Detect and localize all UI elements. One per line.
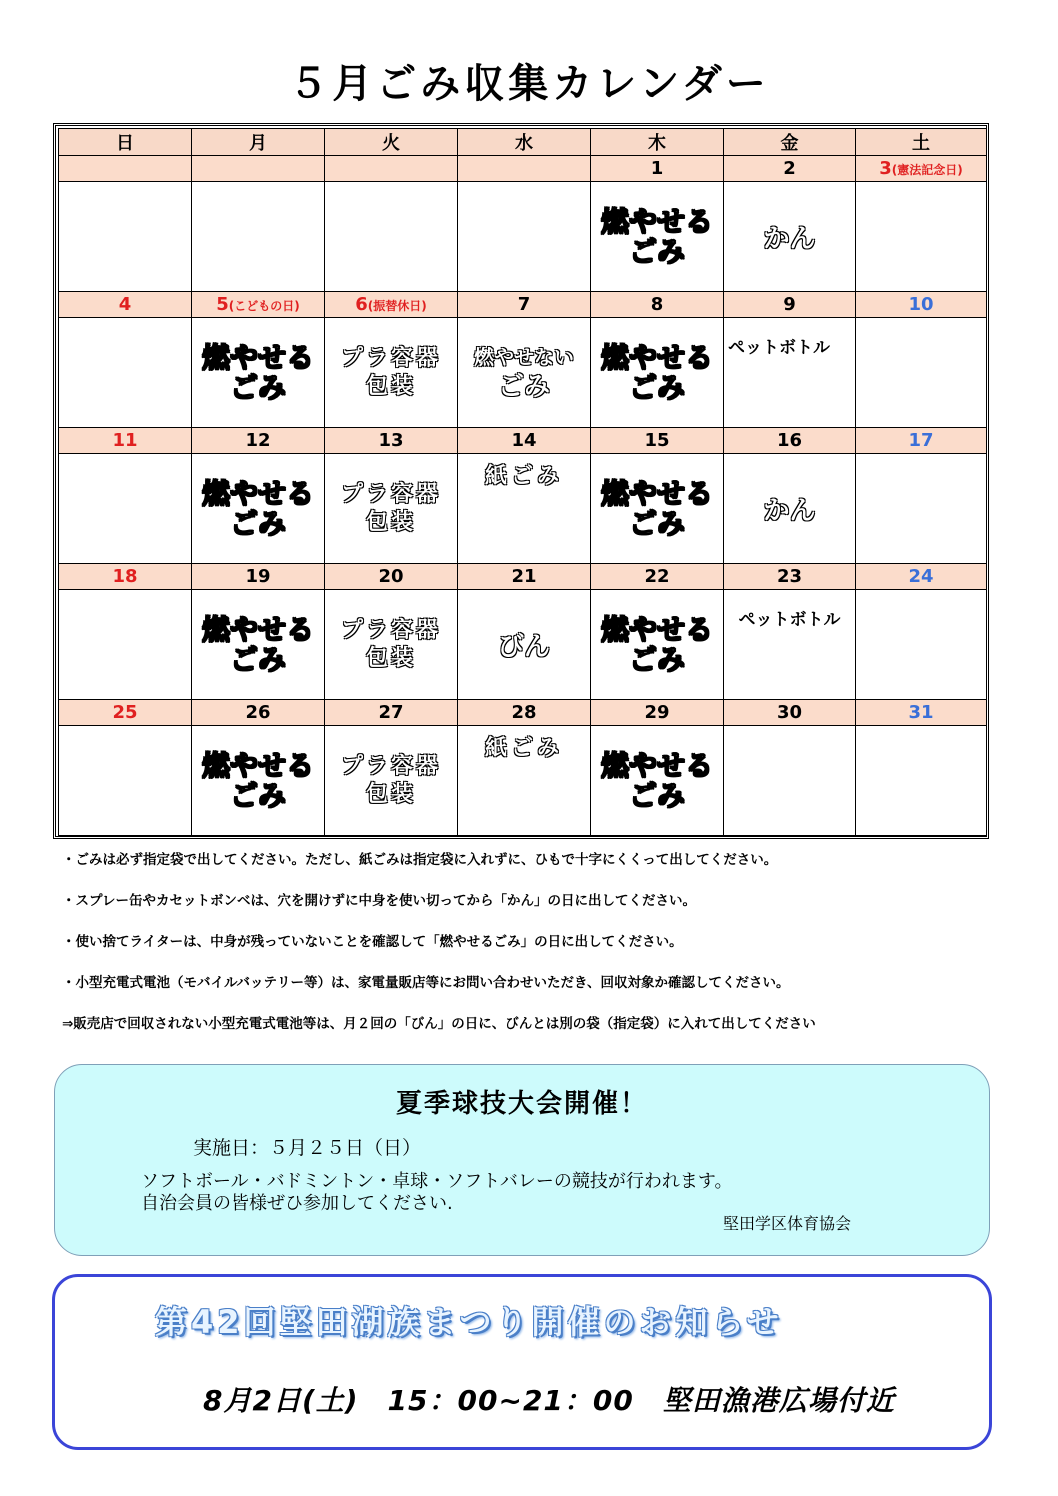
weekday-header: 金	[724, 129, 856, 156]
date-cell	[724, 700, 856, 726]
schedule-cell	[192, 454, 325, 564]
schedule-cell	[192, 182, 325, 292]
calendar-table	[58, 128, 987, 836]
date-cell	[325, 700, 458, 726]
date-number: 23	[776, 566, 803, 587]
date-cell	[59, 292, 192, 318]
date-number: 16	[776, 430, 803, 451]
note-5: ⇒販売店で回収されない小型充電式電池等は、月２回の「びん」の日に、びんとは別の袋（指定袋）に入れて出してください	[62, 1016, 816, 1032]
weekday-header-row	[59, 129, 987, 156]
date-number: 31	[908, 702, 934, 723]
date-cell	[856, 700, 987, 726]
date-row	[59, 564, 987, 590]
pet-bottle-label: ペットボトル	[728, 337, 830, 358]
burnable-garbage-label: 燃やせる ごみ	[201, 748, 314, 812]
date-cell	[192, 156, 325, 182]
schedule-cell	[59, 318, 192, 428]
date-cell	[59, 156, 192, 182]
burnable-garbage-label: 燃やせる ごみ	[600, 340, 713, 404]
schedule-row	[59, 726, 987, 836]
festival-info: 8月2日(土) 15：00~21：00 堅田漁港広場付近	[203, 1384, 895, 1417]
paper-garbage-label: 紙ごみ	[484, 735, 563, 761]
sports-event-line-1: ソフトボール・バドミントン・卓球・ソフトバレーの競技が行われます。	[141, 1171, 733, 1192]
date-number: 2	[783, 158, 796, 179]
schedule-cell	[59, 726, 192, 836]
weekday-header: 木	[591, 129, 724, 156]
date-number: 27	[378, 702, 404, 723]
schedule-cell	[192, 590, 325, 700]
burnable-garbage-label: 燃やせる ごみ	[600, 748, 713, 812]
schedule-cell	[724, 454, 856, 564]
date-number: 18	[112, 566, 138, 587]
date-cell	[724, 156, 856, 182]
schedule-cell	[59, 454, 192, 564]
schedule-cell	[856, 590, 987, 700]
date-number: 9	[783, 294, 796, 315]
schedule-cell	[856, 726, 987, 836]
date-number: 12	[245, 430, 271, 451]
date-cell	[591, 700, 724, 726]
date-cell	[458, 700, 591, 726]
schedule-row	[59, 590, 987, 700]
bottles-label: びん	[497, 632, 550, 662]
date-cell	[192, 564, 325, 590]
schedule-cell	[591, 182, 724, 292]
weekday-header: 水	[458, 129, 591, 156]
pet-bottle-label: ペットボトル	[738, 609, 841, 630]
weekday-header: 日	[59, 129, 192, 156]
date-cell	[458, 428, 591, 454]
sports-event-heading: 夏季球技大会開催！	[395, 1089, 648, 1119]
burnable-garbage-label: 燃やせる ごみ	[201, 340, 314, 404]
weekday-header: 月	[192, 129, 325, 156]
date-number: 7	[517, 294, 531, 315]
date-cell	[856, 156, 987, 182]
date-number: 8	[650, 294, 664, 315]
date-cell	[59, 700, 192, 726]
holiday-name: (振替休日)	[367, 299, 427, 313]
date-number: 4	[118, 294, 132, 315]
sports-event-box	[54, 1064, 990, 1256]
date-number: 20	[378, 566, 404, 587]
schedule-row	[59, 454, 987, 564]
sports-event-line-2: 自治会員の皆様ぜひ参加してください.	[141, 1193, 453, 1214]
schedule-cell	[59, 182, 192, 292]
schedule-cell	[591, 726, 724, 836]
date-row	[59, 700, 987, 726]
date-row	[59, 156, 987, 182]
schedule-cell	[458, 590, 591, 700]
date-cell	[325, 156, 458, 182]
burnable-garbage-label: 燃やせる ごみ	[600, 476, 713, 540]
date-cell	[856, 428, 987, 454]
date-number: 13	[378, 430, 404, 451]
schedule-cell	[325, 454, 458, 564]
schedule-cell	[192, 726, 325, 836]
date-number: 25	[112, 702, 138, 723]
date-cell	[856, 292, 987, 318]
burnable-garbage-label: 燃やせる ごみ	[600, 204, 713, 268]
schedule-cell	[325, 182, 458, 292]
burnable-garbage-label: 燃やせる ごみ	[201, 476, 314, 540]
date-number: 5	[216, 294, 229, 315]
note-3: ・使い捨てライターは、中身が残っていないことを確認して「燃やせるごみ」の日に出してください。	[62, 934, 683, 950]
schedule-cell	[724, 182, 856, 292]
festival-box	[52, 1274, 992, 1450]
date-cell	[458, 156, 591, 182]
date-number: 3	[879, 158, 892, 179]
date-cell	[192, 292, 325, 318]
sports-event-date: 実施日：５月２５日（日）	[193, 1137, 422, 1159]
date-number: 17	[908, 430, 934, 451]
date-number: 1	[650, 158, 664, 179]
date-number: 6	[355, 294, 368, 315]
schedule-cell	[325, 318, 458, 428]
schedule-cell	[325, 726, 458, 836]
date-cell	[325, 292, 458, 318]
date-cell	[458, 564, 591, 590]
date-number: 30	[776, 702, 803, 723]
date-number: 21	[511, 566, 537, 587]
holiday-name: (憲法記念日)	[891, 163, 963, 177]
date-number: 22	[644, 566, 670, 587]
schedule-row	[59, 182, 987, 292]
plastic-packaging-label: プラ容器 包装	[340, 753, 441, 807]
schedule-cell	[458, 454, 591, 564]
non-burnable-garbage-label: 燃やせない ごみ	[474, 345, 574, 402]
date-number: 10	[908, 294, 934, 315]
schedule-cell	[591, 454, 724, 564]
festival-heading: 第42回堅田湖族まつり開催のお知らせ	[155, 1303, 783, 1341]
date-cell	[192, 700, 325, 726]
page-title: ５月ごみ収集カレンダー	[288, 61, 770, 107]
date-cell	[591, 428, 724, 454]
date-cell	[458, 292, 591, 318]
note-4: ・小型充電式電池（モバイルバッテリー等）は、家電量販店等にお問い合わせいただき、回収対象か確認してください。	[62, 975, 790, 991]
paper-garbage-label: 紙ごみ	[484, 463, 563, 489]
schedule-cell	[325, 590, 458, 700]
date-row	[59, 428, 987, 454]
date-cell	[856, 564, 987, 590]
date-number: 15	[644, 430, 670, 451]
schedule-cell	[192, 318, 325, 428]
date-cell	[724, 564, 856, 590]
schedule-cell	[591, 318, 724, 428]
sports-event-description	[141, 1171, 732, 1215]
date-number: 19	[245, 566, 271, 587]
schedule-cell	[458, 726, 591, 836]
schedule-cell	[856, 318, 987, 428]
plastic-packaging-label: プラ容器 包装	[340, 481, 441, 535]
cans-label: かん	[763, 496, 816, 526]
date-cell	[724, 292, 856, 318]
date-cell	[724, 428, 856, 454]
date-number: 28	[511, 702, 537, 723]
notes	[62, 848, 1022, 1053]
schedule-cell	[856, 182, 987, 292]
plastic-packaging-label: プラ容器 包装	[340, 345, 441, 399]
burnable-garbage-label: 燃やせる ごみ	[201, 612, 314, 676]
weekday-header: 火	[325, 129, 458, 156]
date-cell	[59, 428, 192, 454]
holiday-name: (こどもの日)	[228, 299, 300, 313]
date-cell	[59, 564, 192, 590]
note-2: ・スプレー缶やカセットボンベは、穴を開けずに中身を使い切ってから「かん」の日に出してください。	[62, 893, 696, 909]
date-number: 11	[112, 430, 138, 451]
date-cell	[325, 564, 458, 590]
date-number: 14	[511, 430, 537, 451]
note-1: ・ごみは必ず指定袋で出してください。ただし、紙ごみは指定袋に入れずに、ひもで十字にくくって出してください。	[62, 852, 778, 868]
date-cell	[591, 564, 724, 590]
date-row	[59, 292, 987, 318]
schedule-cell	[458, 318, 591, 428]
date-cell	[591, 156, 724, 182]
schedule-cell	[724, 726, 856, 836]
schedule-cell	[59, 590, 192, 700]
calendar	[53, 123, 989, 839]
date-cell	[591, 292, 724, 318]
weekday-header: 土	[856, 129, 987, 156]
schedule-cell	[724, 590, 856, 700]
schedule-cell	[458, 182, 591, 292]
date-number: 26	[245, 702, 271, 723]
cans-label: かん	[763, 224, 816, 254]
date-cell	[192, 428, 325, 454]
date-number: 29	[644, 702, 670, 723]
schedule-row	[59, 318, 987, 428]
plastic-packaging-label: プラ容器 包装	[340, 617, 441, 671]
schedule-cell	[591, 590, 724, 700]
date-cell	[325, 428, 458, 454]
date-number: 24	[908, 566, 934, 587]
sports-event-organizer: 堅田学区体育協会	[723, 1214, 852, 1233]
schedule-cell	[724, 318, 856, 428]
burnable-garbage-label: 燃やせる ごみ	[600, 612, 713, 676]
schedule-cell	[856, 454, 987, 564]
